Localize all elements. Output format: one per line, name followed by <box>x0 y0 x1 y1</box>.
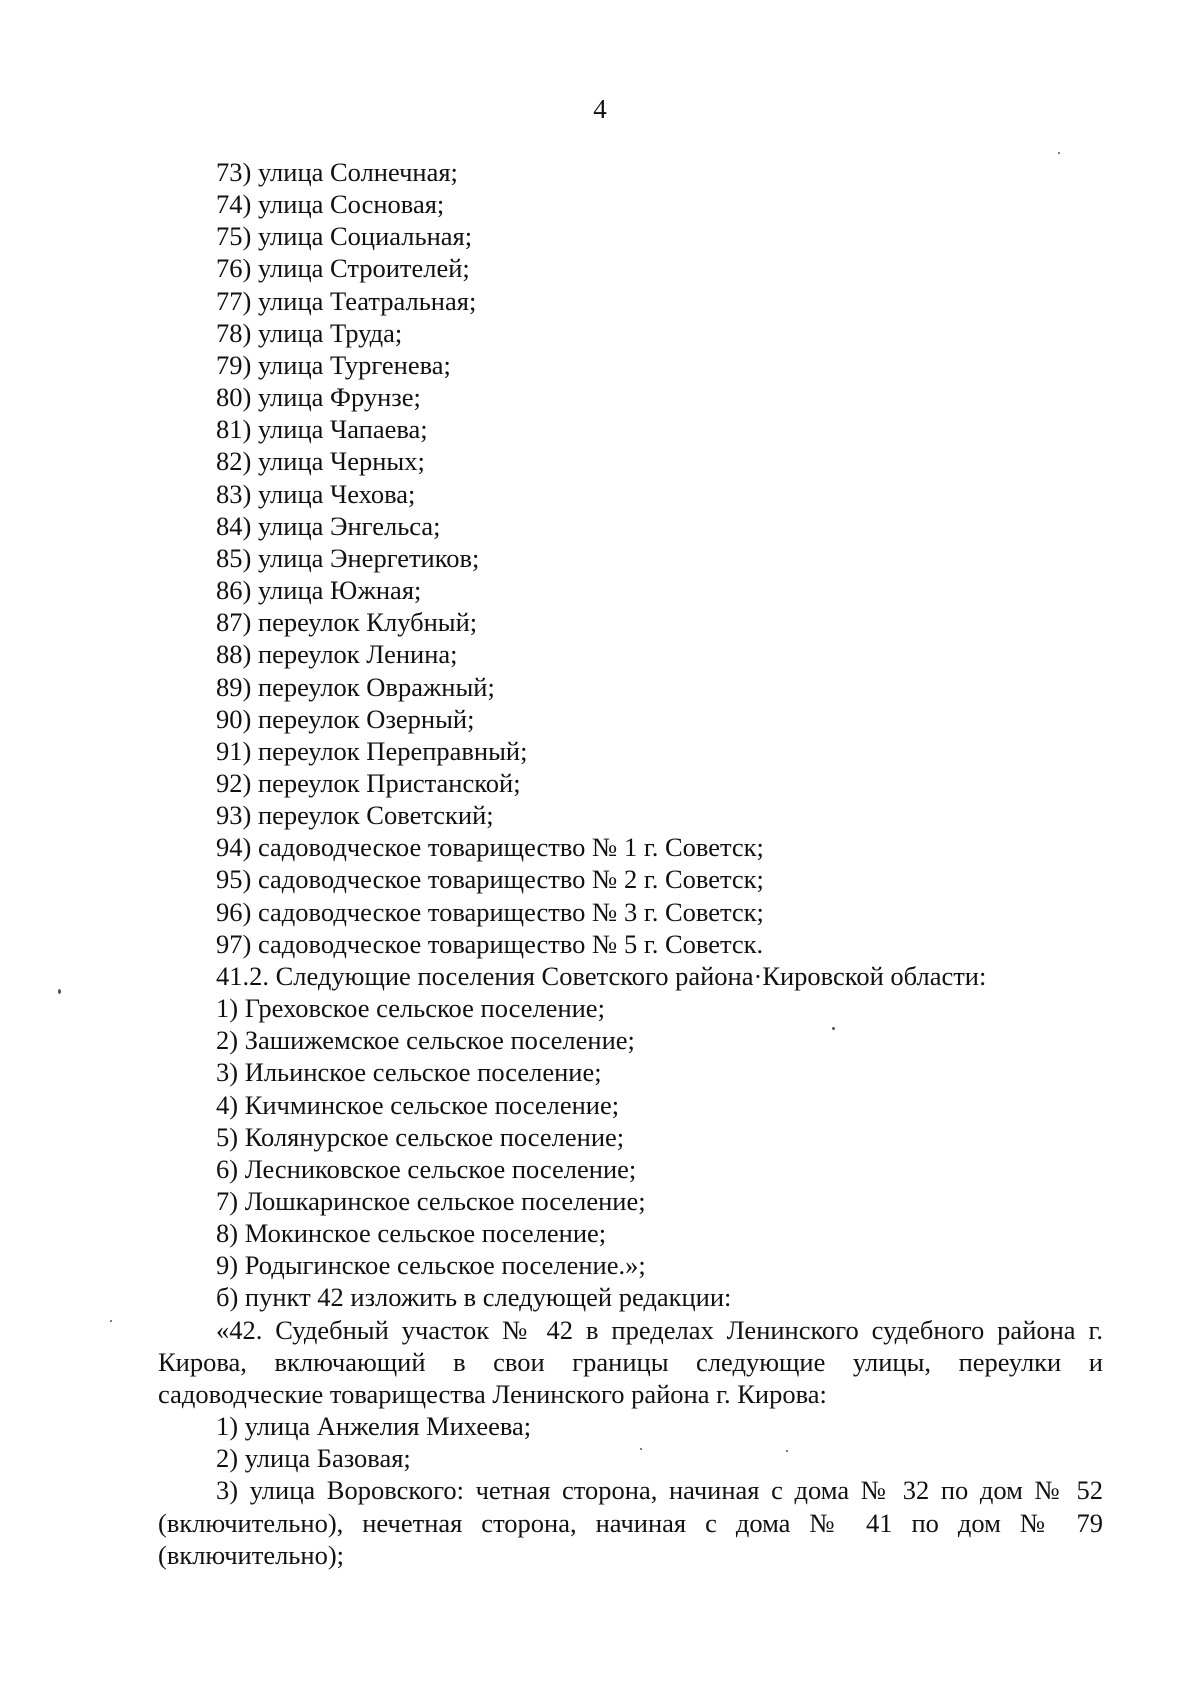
section-42-list <box>158 1410 1103 1474</box>
list-item: 97) садоводческое товарищество № 5 г. Советск. <box>216 928 764 959</box>
list-item: 96) садоводческое товарищество № 3 г. Советск; <box>216 896 764 927</box>
list-item: 7) Лошкаринское сельское поселение; <box>216 1186 646 1216</box>
scan-speck <box>1058 152 1060 154</box>
list-item: 88) переулок Ленина; <box>216 639 458 670</box>
list-item: 81) улица Чапаева; <box>216 414 428 445</box>
amendment-line: б) пункт 42 изложить в следующей редакции: <box>216 1282 732 1313</box>
list-item: 1) улица Анжелия Михеева; <box>216 1411 532 1442</box>
section-42-item-3: 3) улица Воровского: четная сторона, начиная с дома № 32 по дом № 52 (включительно), нечетная сторона, начиная с дома № 41 по дом № 79 (включительно); <box>158 1475 1103 1570</box>
list-item: 90) переулок Озерный; <box>216 703 475 734</box>
list-item: 75) улица Социальная; <box>216 221 473 252</box>
list-item: 86) улица Южная; <box>216 575 422 606</box>
list-item: 9) Родыгинское сельское поселение.»; <box>216 1250 646 1281</box>
page-number: 4 <box>593 94 607 124</box>
street-list <box>158 156 1103 960</box>
scan-speck <box>110 1320 112 1322</box>
list-item: 85) улица Энергетиков; <box>216 542 480 573</box>
settlement-list <box>158 992 1103 1281</box>
list-item: 95) садоводческое товарищество № 2 г. Советск; <box>216 864 764 895</box>
list-item: 6) Лесниковское сельское поселение; <box>216 1153 637 1184</box>
scan-speck <box>58 989 61 994</box>
list-item: 79) улица Тургенева; <box>216 349 451 380</box>
list-item: 84) улица Энгельса; <box>216 510 441 541</box>
document-body <box>158 156 1103 1571</box>
list-item: 83) улица Чехова; <box>216 478 416 509</box>
list-item: 82) улица Черных; <box>216 446 425 477</box>
scan-speck <box>786 1450 788 1452</box>
list-item: 74) улица Сосновая; <box>216 189 445 220</box>
list-item: 2) улица Базовая; <box>216 1443 411 1474</box>
scan-speck <box>832 1027 835 1030</box>
list-item: 76) улица Строителей; <box>216 253 470 284</box>
list-item: 3) Ильинское сельское поселение; <box>216 1057 602 1088</box>
list-item: 2) Зашижемское сельское поселение; <box>216 1025 635 1056</box>
list-item: 94) садоводческое товарищество № 1 г. Советск; <box>216 832 764 863</box>
list-item: 87) переулок Клубный; <box>216 607 478 638</box>
list-item: 89) переулок Овражный; <box>216 671 495 702</box>
list-item: 91) переулок Переправный; <box>216 735 528 766</box>
list-item: 4) Кичминское сельское поселение; <box>216 1089 620 1120</box>
list-item: 78) улица Труда; <box>216 317 403 348</box>
list-item: 1) Греховское сельское поселение; <box>216 993 605 1024</box>
scan-speck <box>640 1448 642 1450</box>
list-item: 93) переулок Советский; <box>216 800 494 831</box>
list-item: 73) улица Солнечная; <box>216 157 458 187</box>
section-heading: 41.2. Следующие поселения Советского района·Кировской области: <box>216 960 987 991</box>
list-item: 80) улица Фрунзе; <box>216 382 421 413</box>
list-item: 8) Мокинское сельское поселение; <box>216 1218 607 1249</box>
list-item: 92) переулок Пристанской; <box>216 767 521 798</box>
list-item: 5) Колянурское сельское поселение; <box>216 1121 625 1152</box>
list-item: 77) улица Театральная; <box>216 285 477 316</box>
section-42-paragraph: «42. Судебный участок № 42 в пределах Ленинского судебного района г. Кирова, включающий в свои границы следующие улицы, переулки и садоводческие товарищества Ленинского района г. Кирова: <box>158 1314 1103 1409</box>
